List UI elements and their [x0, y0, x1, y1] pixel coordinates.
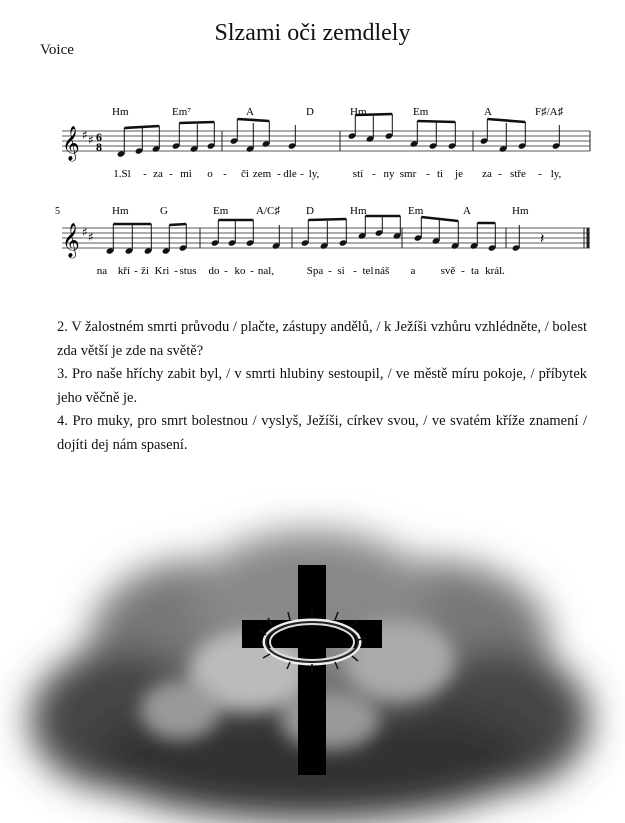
chord-s1-7: F♯/A♯ [535, 106, 564, 118]
lyric-s2-1: kří [117, 265, 131, 277]
lyric-s1-11: - [300, 168, 304, 180]
chord-s1-2: A [246, 106, 254, 118]
treble-clef-2: 𝄞 [62, 223, 80, 258]
staff-lines-1 [62, 131, 590, 151]
lyric-s2-9: ko [234, 265, 246, 277]
lyric-s1-13: stí [352, 168, 364, 180]
note-s1-beam-1 [179, 122, 214, 123]
note-s1-beam-0 [124, 126, 159, 128]
time-signature-bottom: 8 [96, 140, 102, 154]
chord-s2-6: Em [408, 205, 424, 217]
chord-s1-6: A [484, 106, 492, 118]
chord-s2-3: A/C♯ [256, 205, 280, 217]
lyrics-system-1 [113, 168, 561, 180]
verse-2: 2. V žalostném smrti průvodu / plačte, zástupy andělů, / k Ježíši vzhůru vzhlédněte, / bolest zda větší je zde na světě? [57, 319, 587, 359]
lyric-s2-2: - [134, 265, 138, 277]
lyric-s2-13: - [328, 265, 332, 277]
lyric-s2-10: - [250, 265, 254, 277]
music-score [0, 95, 625, 295]
chord-s2-7: A [463, 205, 471, 217]
lyric-s1-1: - [143, 168, 147, 180]
treble-clef: 𝄞 [62, 126, 80, 161]
lyric-s2-3: ži [141, 265, 149, 277]
chord-s1-3: D [306, 106, 314, 118]
verses [57, 316, 587, 457]
lyric-s1-2: za [153, 168, 163, 180]
lyric-s1-16: smr [399, 168, 417, 180]
part-label: Voice [40, 42, 74, 58]
lyric-s1-7: či [241, 168, 249, 180]
key-signature: ♯ [82, 128, 88, 142]
chord-s2-4: D [306, 205, 314, 217]
staff-system-2 [55, 205, 590, 277]
chord-s2-2: Em [213, 205, 229, 217]
lyric-s2-12: Spa [306, 265, 324, 277]
chord-s2-8: Hm [512, 205, 529, 217]
time-signature: 6 [96, 130, 102, 144]
lyric-s2-4: Kri [154, 265, 170, 277]
lyric-s2-7: do [208, 265, 220, 277]
lyric-s2-5: - [174, 265, 178, 277]
chord-s1-4: Hm [350, 106, 367, 118]
note-s1-beam-2 [237, 119, 269, 121]
lyric-s1-19: je [455, 168, 463, 180]
lyrics-system-2 [97, 265, 505, 277]
verse-4: 4. Pro muky, pro smrt bolestnou / vyslyš, Ježíši, církev svou, / ve svatém kříže znamení / dojíti dej nám spasení. [57, 413, 587, 453]
lyric-s2-18: a [410, 265, 416, 277]
staff-system-1 [62, 106, 590, 180]
lyric-s1-18: ti [436, 168, 444, 180]
lyric-s1-21: - [498, 168, 502, 180]
chord-s1-0: Hm [112, 106, 129, 118]
lyric-s2-19: svě [440, 265, 456, 277]
song-title: Slzami oči zemdlely [214, 20, 411, 46]
lyric-s2-15: - [353, 265, 357, 277]
lyric-s1-4: mi [180, 168, 192, 180]
lyric-s1-9: - [277, 168, 281, 180]
note-s2-beam-3 [308, 219, 346, 220]
lyric-s2-6: stus [179, 265, 197, 277]
measure-number: 5 [55, 206, 60, 217]
lyric-s2-20: - [461, 265, 465, 277]
chords-system-1 [112, 106, 564, 118]
lyric-s2-21: ta [471, 265, 479, 277]
lyric-s2-8: - [224, 265, 228, 277]
lyric-s2-22: král. [485, 265, 505, 277]
verse-3: 3. Pro naše hříchy zabit byl, / v smrti hlubiny sestoupil, / ve městě míru pokoje, / příbytek jeho věčně je. [57, 366, 587, 406]
lyric-s1-24: ly, [550, 168, 562, 180]
chord-s2-1: G [160, 205, 168, 217]
note-s2-beam-1 [169, 224, 186, 225]
lyric-s1-10: dle [283, 168, 297, 180]
chord-s2-0: Hm [112, 205, 129, 217]
lyric-s1-5: o [207, 168, 213, 180]
lyric-s1-14: - [372, 168, 376, 180]
note-s1-beam-4 [417, 121, 455, 122]
key-signature-4: ♯ [88, 230, 94, 244]
chord-s1-1: Em⁷ [172, 106, 192, 118]
lyric-s2-17: náš [374, 265, 390, 277]
chord-s1-5: Em [413, 106, 429, 118]
lyric-s2-0: na [96, 265, 108, 277]
lyric-s1-23: - [538, 168, 542, 180]
chord-s2-5: Hm [350, 205, 367, 217]
lyric-s1-6: - [223, 168, 227, 180]
cross-illustration [0, 490, 625, 823]
lyric-s1-20: za [482, 168, 492, 180]
lyric-s1-3: - [169, 168, 173, 180]
lyric-s1-15: ny [383, 168, 395, 180]
lyric-s1-22: stře [510, 168, 526, 180]
lyric-s1-17: - [426, 168, 430, 180]
lyric-s1-12: ly, [308, 168, 320, 180]
chords-system-2 [112, 205, 529, 217]
lyric-s1-8: zem [252, 168, 272, 180]
key-signature-3: ♯ [82, 225, 88, 239]
note-s1-beam-5 [487, 119, 525, 122]
lyric-s2-11: nal, [257, 265, 275, 277]
key-signature-2: ♯ [88, 133, 94, 147]
lyric-s2-14: si [337, 265, 345, 277]
notes-system-2 [106, 215, 521, 255]
lyric-s2-16: tel [362, 265, 374, 277]
lyric-s1-0: 1.Sl [113, 168, 131, 180]
rest: 𝄽 [540, 231, 545, 247]
